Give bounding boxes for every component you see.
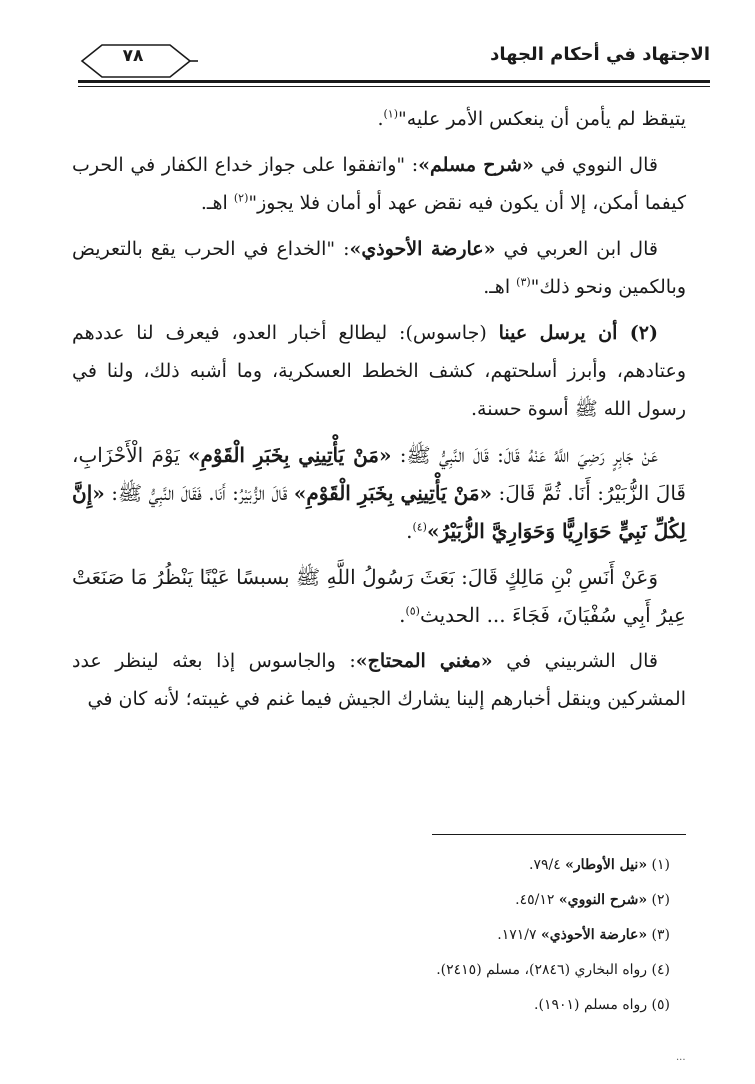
footnote-ref-3: (٣): [516, 275, 531, 289]
page-header: [78, 36, 710, 80]
footnote-2: (٢) «شرح النووي» ٤٥/١٢.: [515, 892, 670, 908]
footnote-4: (٤) رواه البخاري (٢٨٤٦)، مسلم (٢٤١٥).: [436, 962, 670, 978]
source-title: «عارضة الأحوذي»: [349, 238, 496, 260]
page-number: ٧٨: [122, 46, 144, 66]
hadith-jabir: عَنْ جَابِرٍ رَضِيَ اللَّهُ عَنْهُ قَالَ: قَالَ النَّبِيُّ ﷺ: «مَنْ يَأْتِينِي بِخَبَرِ الْقَوْمِ» يَوْمَ الْأَحْزَابِ، قَالَ الزُّبَيْرُ: أَنَا. ثُمَّ قَالَ: «مَنْ يَأْتِينِي بِخَبَرِ الْقَوْمِ» قَالَ الزُّبَيْرُ: أَنَا. فَقَالَ النَّبِيُّ ﷺ: «إِنَّ لِكُلِّ نَبِيٍّ حَوَارِيًّا وَحَوَارِيَّ الزُّبَيْرُ»$^{(٤)}$.: [72, 443, 686, 543]
bottom-mark: ...: [676, 1052, 686, 1063]
paragraph-3: قال ابن العربي في «عارضة الأحوذي»: "الخداع في الحرب يقع بالتعريض وبالكمين ونحو ذلك"$^{(٣)}$ اهـ.: [72, 238, 686, 298]
hadith-anas: وَعَنْ أَنَسِ بْنِ مَالِكٍ قَالَ: بَعَثَ رَسُولُ اللَّهِ ﷺ بسبسًا عَيْنًا يَنْظُرُ مَا صَنَعَتْ عِيرُ أَبِي سُفْيَانَ، فَجَاءَ ... الحديث$^{(٥)}$.: [72, 565, 686, 627]
point-heading: أن يرسل عينا: [498, 322, 630, 344]
footnote-3: (٣) «عارضة الأحوذي» ١٧١/٧.: [497, 927, 670, 943]
header-rule-thick: [78, 80, 710, 83]
footnote-5: (٥) رواه مسلم (١٩٠١).: [534, 997, 670, 1013]
footnotes: [72, 848, 686, 1023]
footnote-1: (١) «نيل الأوطار» ٧٩/٤.: [528, 857, 670, 873]
source-title: «مغني المحتاج»: [355, 650, 493, 672]
footnote-ref-1: (١): [383, 107, 398, 121]
footnote-ref-5: (٥): [405, 604, 420, 618]
paragraph-1: يتيقظ لم يأمن أن ينعكس الأمر عليه"$^{(١)}$.: [377, 107, 686, 130]
main-text: [72, 100, 686, 726]
paragraph-7: قال الشربيني في «مغني المحتاج»: والجاسوس إذا بعثه لينظر عدد المشركين وينقل أخبارهم إلينا يشارك الجيش فيما غنم في غيبته؛ لأنه كان في: [72, 650, 686, 710]
footnote-ref-4: (٤): [412, 520, 427, 534]
paragraph-4: (٢) أن يرسل عينا (جاسوس): ليطالع أخبار العدو، فيعرف لنا عددهم وعتادهم، وأبرز أسلحتهم، كشف الخطط العسكرية، وما أشبه ذلك، ولنا في رسول الله ﷺ أسوة حسنة.: [72, 322, 686, 420]
book-title: الاجتهاد في أحكام الجهاد: [490, 44, 710, 65]
header-rule-thin: [78, 86, 710, 87]
footnote-separator: [432, 834, 686, 835]
source-title: «شرح مسلم»: [418, 154, 534, 176]
paragraph-2: قال النووي في «شرح مسلم»: "واتفقوا على جواز خداع الكفار في الحرب كيفما أمكن، إلا أن يكون فيه نقض عهد أو أمان فلا يجوز"$^{(٢)}$ اهـ.: [72, 154, 686, 214]
footnote-ref-2: (٢): [233, 191, 249, 205]
page-number-badge: [78, 36, 198, 80]
